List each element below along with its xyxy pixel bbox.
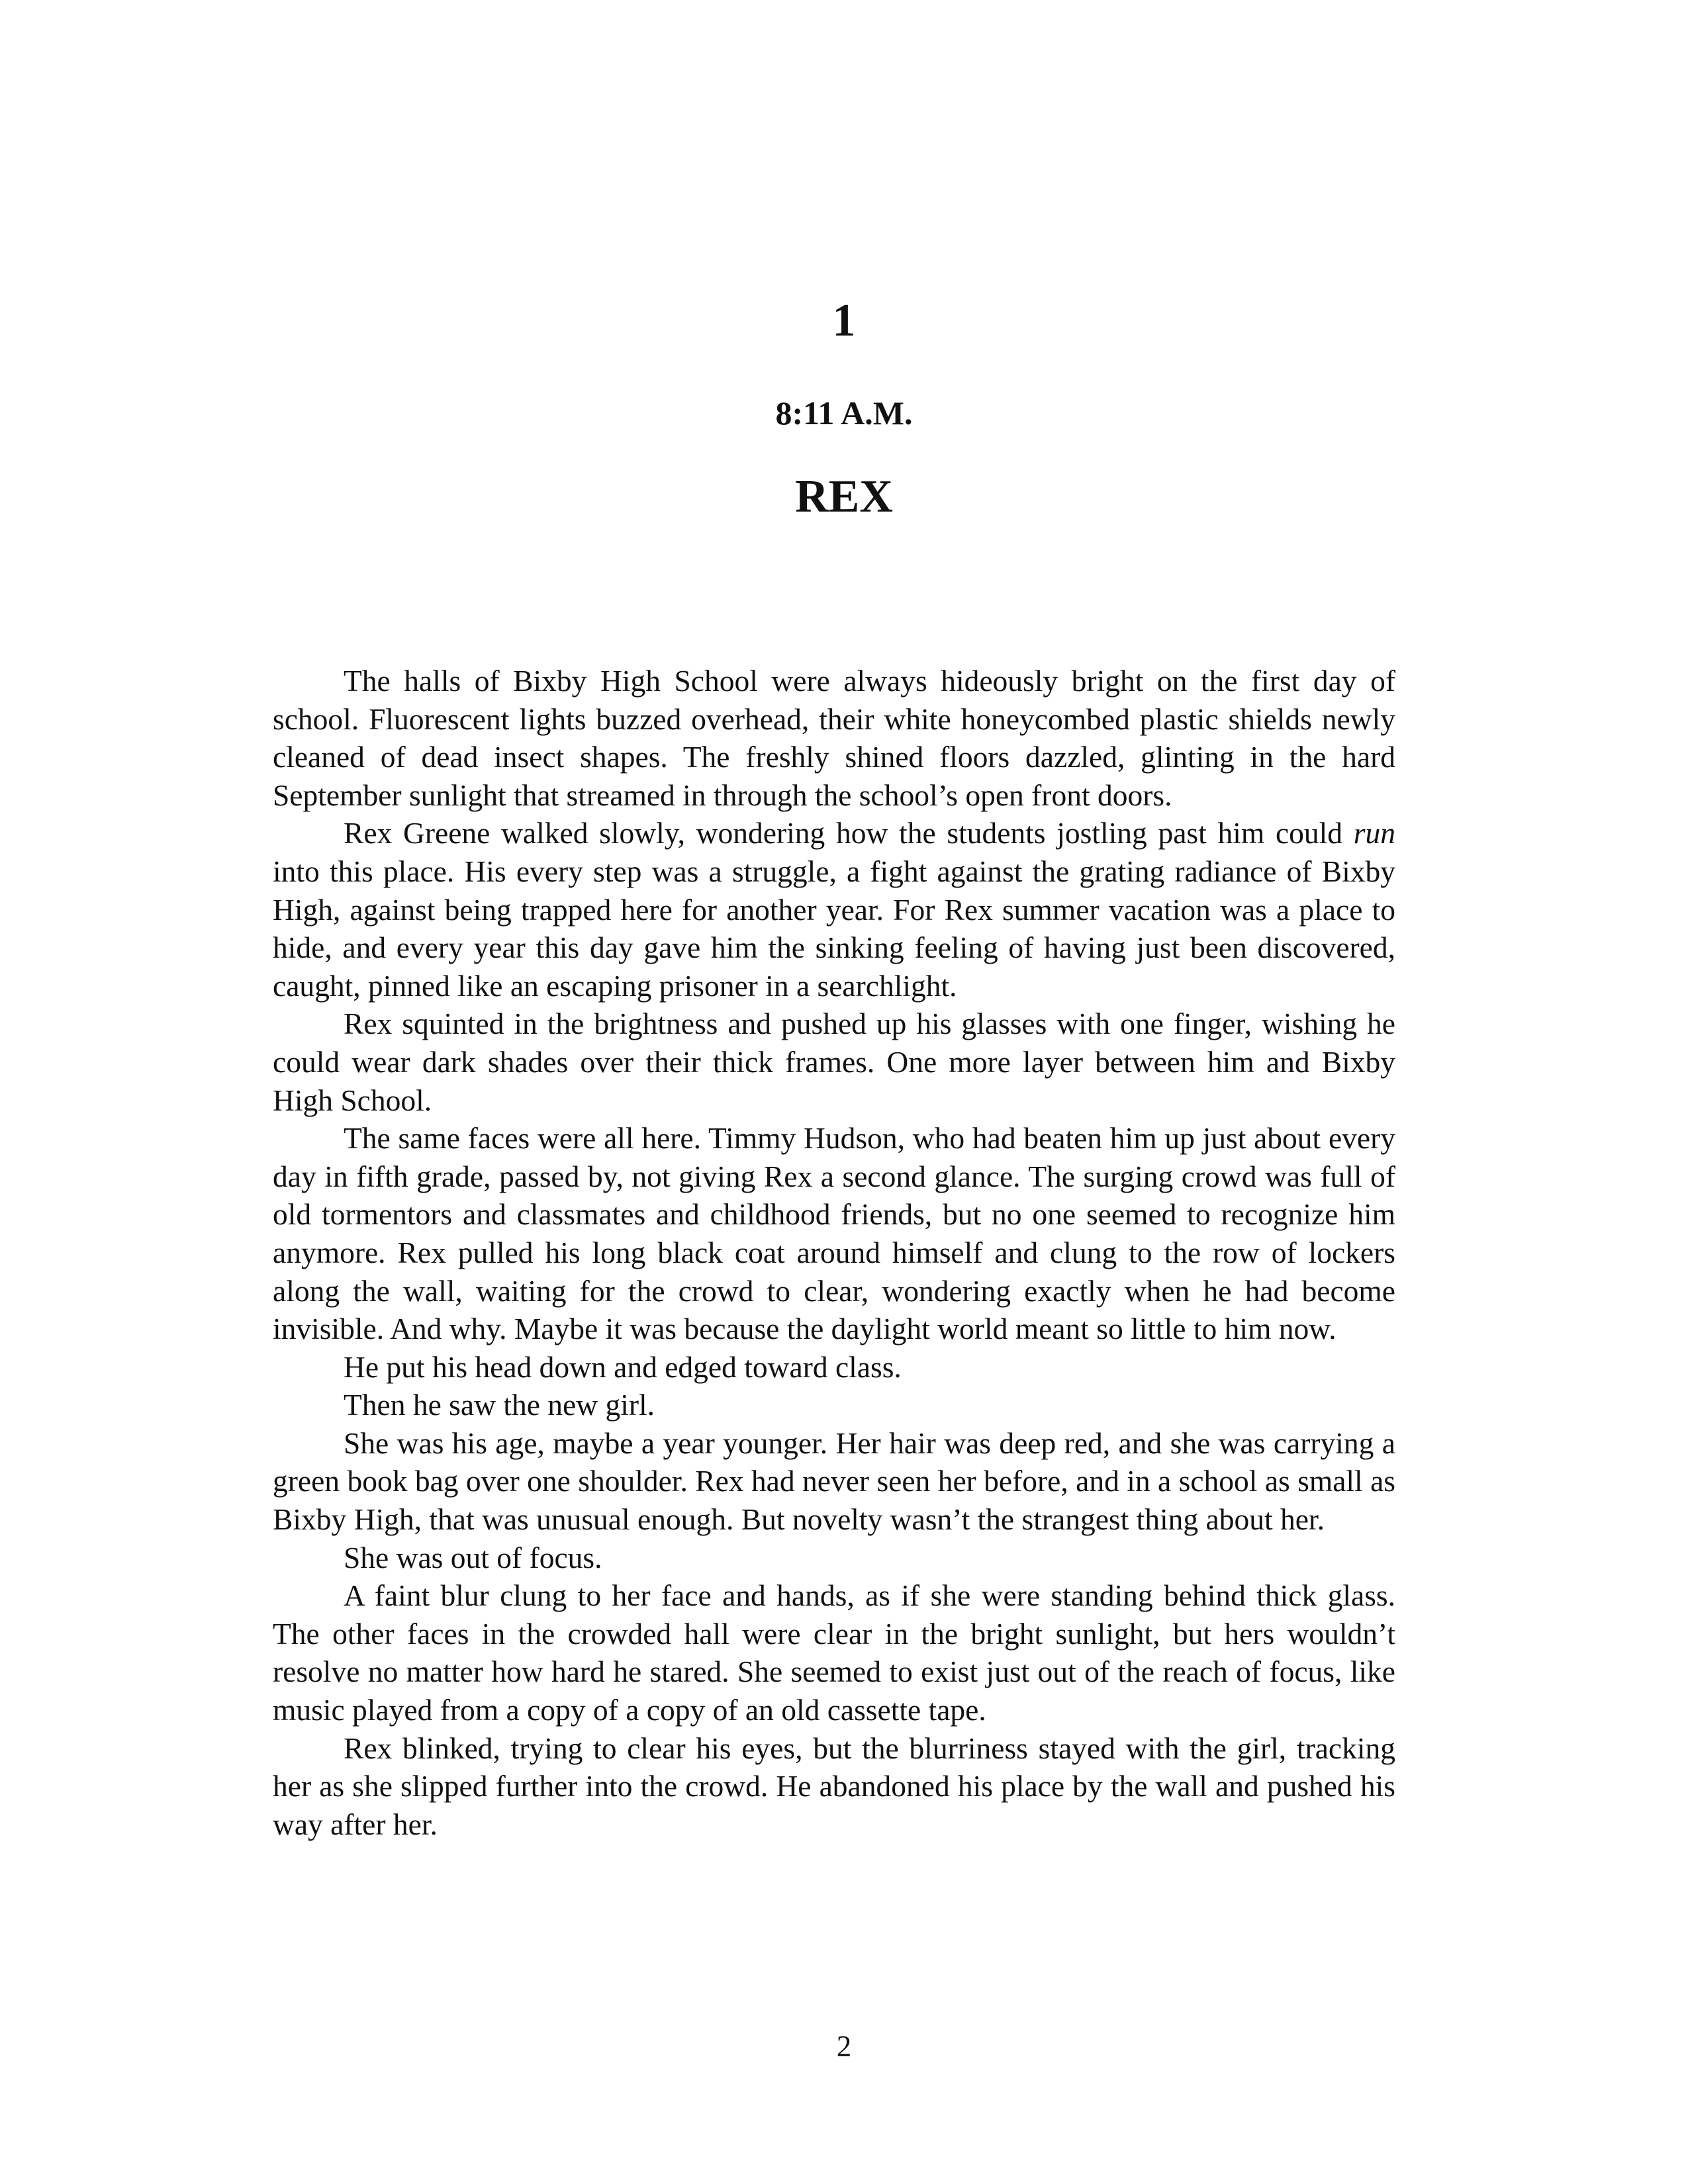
page-number: 2	[836, 2030, 852, 2063]
paragraph: She was his age, maybe a year younger. Her hair was deep red, and she was carrying a green book bag over one shoulder. Rex had never seen her before, and in a school as small as Bixby High, that was unusual enough. But novelty wasn’t the strangest thing about her.	[273, 1426, 1395, 1537]
emphasized-word: run	[1353, 816, 1395, 850]
paragraph-text: Rex Greene walked slowly, wondering how the students jostling past him could	[344, 816, 1354, 850]
paragraph: Rex squinted in the brightness and pushed up his glasses with one finger, wishing he could wear dark shades over their thick frames. One more layer between him and Bixby High School.	[273, 1007, 1395, 1117]
chapter-number: 1	[832, 295, 856, 346]
paragraph: Then he saw the new girl.	[344, 1388, 655, 1422]
chapter-body	[273, 662, 1395, 1843]
paragraph: A faint blur clung to her face and hands, as if she were standing behind thick glass. The other faces in the crowded hall were clear in the bright sunlight, but hers wouldn’t resolve no matter how hard he stared. She seemed to exist just out of the reach of focus, like music played from a copy of a copy of an old cassette tape.	[273, 1578, 1395, 1727]
chapter-time: 8:11 A.M.	[775, 394, 913, 432]
paragraph: The same faces were all here. Timmy Hudson, who had beaten him up just about every day in fifth grade, passed by, not giving Rex a second glance. The surging crowd was full of old tormentors and classmates and childhood friends, but no one seemed to recognize him anymore. Rex pulled his long black coat around himself and clung to the row of lockers along the wall, waiting for the crowd to clear, wondering exactly when he had become invisible. And why. Maybe it was because the daylight world meant so little to him now.	[273, 1121, 1395, 1346]
paragraph: She was out of focus.	[344, 1540, 602, 1574]
paragraph: Rex blinked, trying to clear his eyes, but the blurriness stayed with the girl, tracking her as she slipped further into the crowd. He abandoned his place by the wall and pushed his way after her.	[273, 1731, 1395, 1841]
paragraph-text: into this place. His every step was a struggle, a fight against the grating radiance of Bixby High, against being trapped here for another year. For Rex summer vacation was a place to hide, and every year this day gave him the sinking feeling of having just been discovered, caught, pinned like an escaping prisoner in a searchlight.	[273, 854, 1395, 1003]
chapter-title: REX	[795, 471, 893, 522]
paragraph	[273, 814, 1395, 1005]
paragraph: The halls of Bixby High School were always hideously bright on the first day of school. Fluorescent lights buzzed overhead, their white honeycombed plastic shields newly cleaned of dead insect shapes. The freshly shined floors dazzled, glinting in the hard September sunlight that streamed in through the school’s open front doors.	[273, 664, 1395, 812]
paragraph: He put his head down and edged toward class.	[344, 1349, 902, 1384]
